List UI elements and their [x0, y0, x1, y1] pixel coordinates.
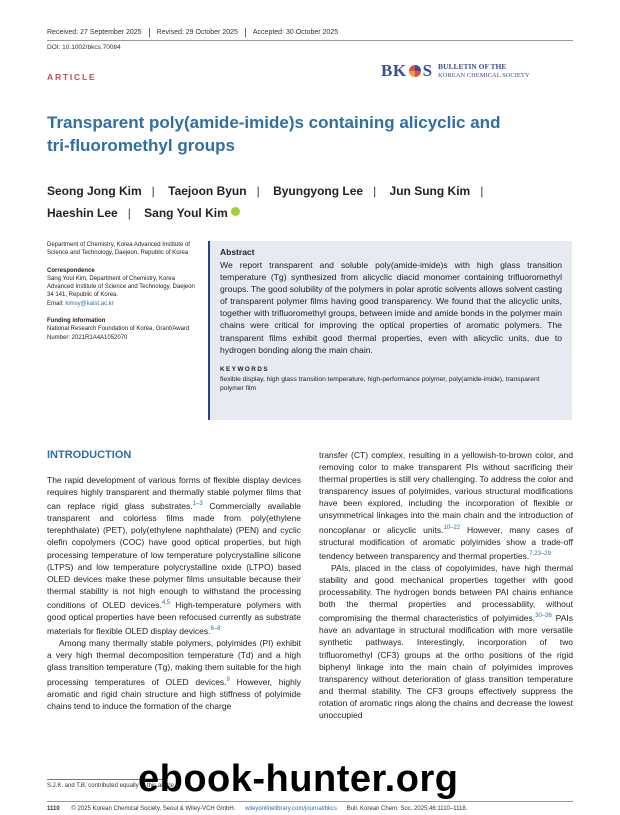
correspondence [47, 267, 197, 308]
email-link[interactable]: kimsy@kaist.ac.kr [65, 300, 114, 307]
abstract-box [208, 241, 572, 420]
author[interactable]: Byungyong Lee [273, 184, 364, 198]
paragraph: transfer (CT) complex, resulting in a yellowish-to-brown color, and removing color to make transparent PIs without sacrificing their thermal properties is still very challenging. To address the color and transparency issues of polyimides, various structural modifications have been explored, including the incorporation of flexible or unsymmetrical linkages into the main chain and the introduction of noncoplanar or alicyclic units.$^{10-22}$ However, many cases of structural modification of aromatic polyimides show a trade-off tendency between transparency and thermal properties.$^{7,23-29}$ [319, 450, 573, 561]
article-title: Transparent poly(amide-imide)s containing alicyclic and tri-fluoromethyl groups [47, 113, 501, 155]
author[interactable]: Taejoon Byun [168, 184, 247, 198]
body-column-left [47, 474, 301, 712]
paragraph: The rapid development of various forms of flexible display devices requires highly transparent and thermally stable polymer films that can replace rigid glass substrates.$^{1-3}$ Commercially available transparent and colorless films made from poly(ethylene terephthalate) (PET), poly(ethylene naphthalate) (PEN) and cyclic olefin copolymers (COC) have good optical properties, but high processing temperature of low temperature polycrystalline silicone (LTPS) and low temperature polycrystalline oxide (LTPO) based OLED devices make these polymer films unsuitable because their thermal stability is not high enough to withstand the processing conditions of OLED devices.$^{4,5}$ High-temperature polymers with good optical properties have been refocused currently as substrate materials for flexible OLED display devices.$^{6-8}$ [47, 475, 302, 637]
copyright: © 2025 Korean Chemical Society, Seoul & Wiley-VCH GmbH. [71, 806, 236, 812]
correspondence-heading: Correspondence [47, 267, 95, 274]
journal-logo[interactable] [381, 61, 530, 81]
citation-link[interactable]: 10–22 [443, 524, 461, 531]
orcid-icon[interactable] [231, 207, 240, 216]
journal-name: BULLETIN OF THE KOREAN CHEMICAL SOCIETY [438, 61, 530, 79]
page-footer [47, 806, 467, 812]
affiliation-column [47, 241, 197, 351]
logo-swirl-icon [408, 64, 422, 78]
citation-link[interactable]: 4,5 [161, 599, 171, 606]
journal-url[interactable]: wileyonlinelibrary.com/journal/bkcs [245, 806, 338, 812]
body-column-right [319, 449, 573, 721]
correspondence-text: Sang Youl Kim, Department of Chemistry, Korea Advanced Institute of Science and Technology, Daejeon 34 141, Republic of Korea. [47, 275, 195, 299]
citation-link[interactable]: 30–36 [535, 613, 552, 620]
header-rule [47, 40, 573, 41]
page-number: 1110 [47, 806, 60, 812]
footnote: S.J.K. and T.B. contributed equally to this article. [47, 783, 176, 789]
logo-mark-s: S [422, 61, 433, 80]
logo-mark: BK [381, 61, 407, 80]
author-list: Seong Jong Kim | Taejoon Byun | Byungyong Lee | Jun Sung Kim | Haeshin Lee | Sang Youl Kim [47, 184, 484, 220]
abstract-text: We report transparent and soluble poly(amide-imide)s with high glass transition temperature (Tg) synthesized from alicyclic diacid monomer containing trifluoromethyl groups. The good solubility of the polymers in polar aprotic solvents allows solvent casting of transparent polymer films having good transparency. We found that the alicyclic units, together with trifluoromethyl groups, between imide and amide bonds in the polymer main chains were critical for improving the optical properties of aromatic polymers. The transparent films exhibit good thermal properties, even with alicyclic units, due to hydrogen bonding along the main chain. [220, 260, 562, 355]
author[interactable]: Seong Jong Kim [47, 184, 142, 198]
keywords-heading: KEYWORDS [220, 365, 270, 373]
article-type-label: ARTICLE [47, 72, 97, 82]
author[interactable]: Haeshin Lee [47, 206, 118, 220]
keywords-text: flexible display, high glass transition temperature, high-performance polymer, poly(amide-imide), transparent polymer film [220, 375, 540, 392]
revised-date: Revised: 29 October 2025 [150, 28, 246, 37]
funding [47, 317, 197, 342]
doi[interactable]: DOI: 10.1002/bkcs.70084 [47, 44, 121, 51]
author[interactable]: Jun Sung Kim [389, 184, 471, 198]
author[interactable]: Sang Youl Kim [144, 206, 228, 220]
footer-rule [47, 801, 573, 802]
citation: Bull. Korean Chem. Soc. 2025;46:1110–1118. [346, 806, 468, 812]
abstract-heading: Abstract [220, 247, 255, 257]
publication-dates [47, 28, 345, 37]
funding-heading: Funding information [47, 318, 106, 325]
citation-link[interactable]: 9 [226, 676, 230, 683]
email-label: Email: [47, 300, 64, 307]
citation-link[interactable]: 7,23–29 [529, 550, 551, 557]
affiliation: Department of Chemistry, Korea Advanced Institute of Science and Technology, Daejeon, Republic of Korea [47, 242, 190, 257]
accepted-date: Accepted: 30 October 2025 [252, 29, 339, 36]
funding-text: National Research Foundation of Korea, Grant/Award Number: 2021R1A4A1052070 [47, 326, 190, 341]
section-heading-introduction: INTRODUCTION [47, 449, 132, 461]
citation-link[interactable]: 1–3 [192, 501, 203, 508]
citation-link[interactable]: 6–8 [210, 626, 221, 633]
received-date: Received: 27 September 2025 [47, 28, 150, 37]
paragraph: Among many thermally stable polymers, polyimides (PI) exhibit a very high thermal decomposition temperature (Td) and a high glass transition temperature (Tg), making them suitable for the high processing temperatures of OLED devices.$^9$ However, highly aromatic and rigid chain structure and high stiffness of polyimide chains tend to induce the formation of the charge [47, 638, 301, 711]
paragraph: PAIs, placed in the class of copolyimides, have high thermal stability and good mechanical properties together with good processability. The hydrogen bonds between PAI chains enhance both the thermal properties and processability, without compromising the thermal characteristics of polyimides.$^{30-36}$ PAIs have an advantage in structural modification with more versatile synthetic pathways. Interestingly, incorporation of two trifluoromethyl (CF3) groups at the ortho positions of the rigid biphenyl linkage into the main chain of polyimides improves transparency without deterioration of glass transition temperature and thermal stability. The CF3 groups effectively suppress the rotation of aromatic rings along the chains and decrease the lowest unoccupied [319, 562, 573, 720]
watermark: ebook-hunter.org [138, 758, 459, 800]
